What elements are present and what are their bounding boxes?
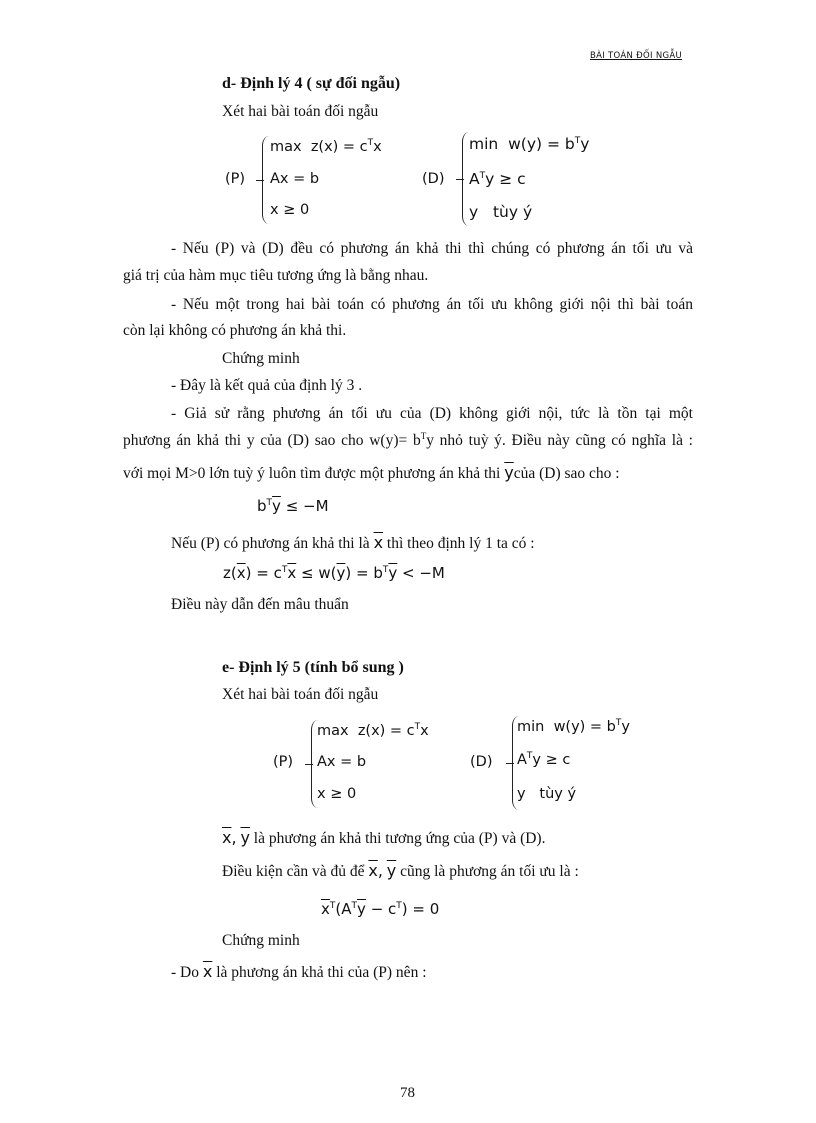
running-header: BÀI TOÁN ĐỐI NGẪU <box>590 51 683 61</box>
primal-sign: x ≥ 0 <box>270 202 310 218</box>
feasible-line: $\overline{x}$, $\overline{y}$ là phương án khả thi tương ứng của (P) và (D). <box>222 828 546 847</box>
dual-sign-e: y tùy ý <box>517 786 577 802</box>
section-e-heading: e- Định lý 5 (tính bổ sung ) <box>222 659 404 676</box>
primal-objective: $\max z(x) = c^Tx$ <box>270 138 382 155</box>
inequality-chain: $z(\overline{x}) = c^T\overline{x} \le w(\overline{y}) = b^T\overline{y} < -M$ <box>223 564 445 582</box>
proof-d-line4: với mọi M>0 lớn tuỳ ý luôn tìm được một phương án khả thi $\overline{y}của$ (D) sao cho : <box>123 463 620 482</box>
proof-title-e: Chứng minh <box>222 932 300 949</box>
inequality-1: $b^T\overline{y} \le -M$ <box>257 497 329 515</box>
dual-constraint: $A^Ty \ge c$ <box>469 170 526 188</box>
primal-sign-e: x ≥ 0 <box>317 786 357 802</box>
para1-line2: giá trị của hàm mục tiêu tương ứng là bằng nhau. <box>123 267 429 284</box>
line-if: Nếu (P) có phương án khả thi là $\overline{x}$ thì theo định lý 1 ta có : <box>171 533 535 552</box>
primal-brace-tip <box>256 180 264 181</box>
dual-label-e: (D) <box>470 754 493 770</box>
primal-brace-tip-e <box>305 764 313 765</box>
dual-brace-tip <box>456 179 464 180</box>
dual-objective: $\min w(y) = b^Ty$ <box>469 135 590 153</box>
primal-label-e: (P) <box>273 754 294 770</box>
primal-label: (P) <box>225 171 246 187</box>
section-d-heading: d- Định lý 4 ( sự đối ngẫu) <box>222 75 401 92</box>
proof-d-line1: - Đây là kết quả của định lý 3 . <box>171 377 363 394</box>
dual-label: (D) <box>422 171 445 187</box>
complementary-formula: $\overline{x}^T(A^T\overline{y} - c^T) = 0$ <box>321 900 440 918</box>
proof-d-line2: - Giả sử rằng phương án tối ưu của (D) không giới nội, tức là tồn tại một <box>171 405 693 422</box>
proof-e-line1: - Do $\overline{x}$ là phương án khả thi của (P) nên : <box>171 962 427 981</box>
section-d-intro: Xét hai bài toán đối ngẫu <box>222 103 379 120</box>
para1-line1: - Nếu (P) và (D) đều có phương án khả thi thì chúng có phương án tối ưu và <box>171 240 693 257</box>
page-number: 78 <box>400 1085 415 1101</box>
condition-line: Điều kiện cần và đủ để $\overline{x}$, $\overline{y}$ cũng là phương án tối ưu là : <box>222 861 579 880</box>
dual-constraint-e: $A^Ty \ge c$ <box>517 751 571 768</box>
dual-objective-e: $\min w(y) = b^Ty$ <box>517 718 630 735</box>
section-e-intro: Xét hai bài toán đối ngẫu <box>222 686 379 703</box>
proof-title-d: Chứng minh <box>222 350 300 367</box>
primal-constraint: Ax = b <box>270 171 320 187</box>
dual-sign: y tùy ý <box>469 203 533 221</box>
para2-line2: còn lại không có phương án khả thi. <box>123 322 347 339</box>
primal-constraint-e: Ax = b <box>317 754 367 770</box>
para2-line1: - Nếu một trong hai bài toán có phương án tối ưu không giới nội thì bài toán <box>171 296 693 313</box>
primal-objective-e: $\max z(x) = c^Tx$ <box>317 722 429 739</box>
dual-brace-tip-e <box>506 763 514 764</box>
proof-d-line3: phương án khả thi y của (D) sao cho $w(y)= b^Ty$ nhỏ tuỳ ý. Điều này cũng có nghĩa là : <box>123 431 693 449</box>
conclusion-d: Điều này dẫn đến mâu thuẩn <box>171 596 349 613</box>
